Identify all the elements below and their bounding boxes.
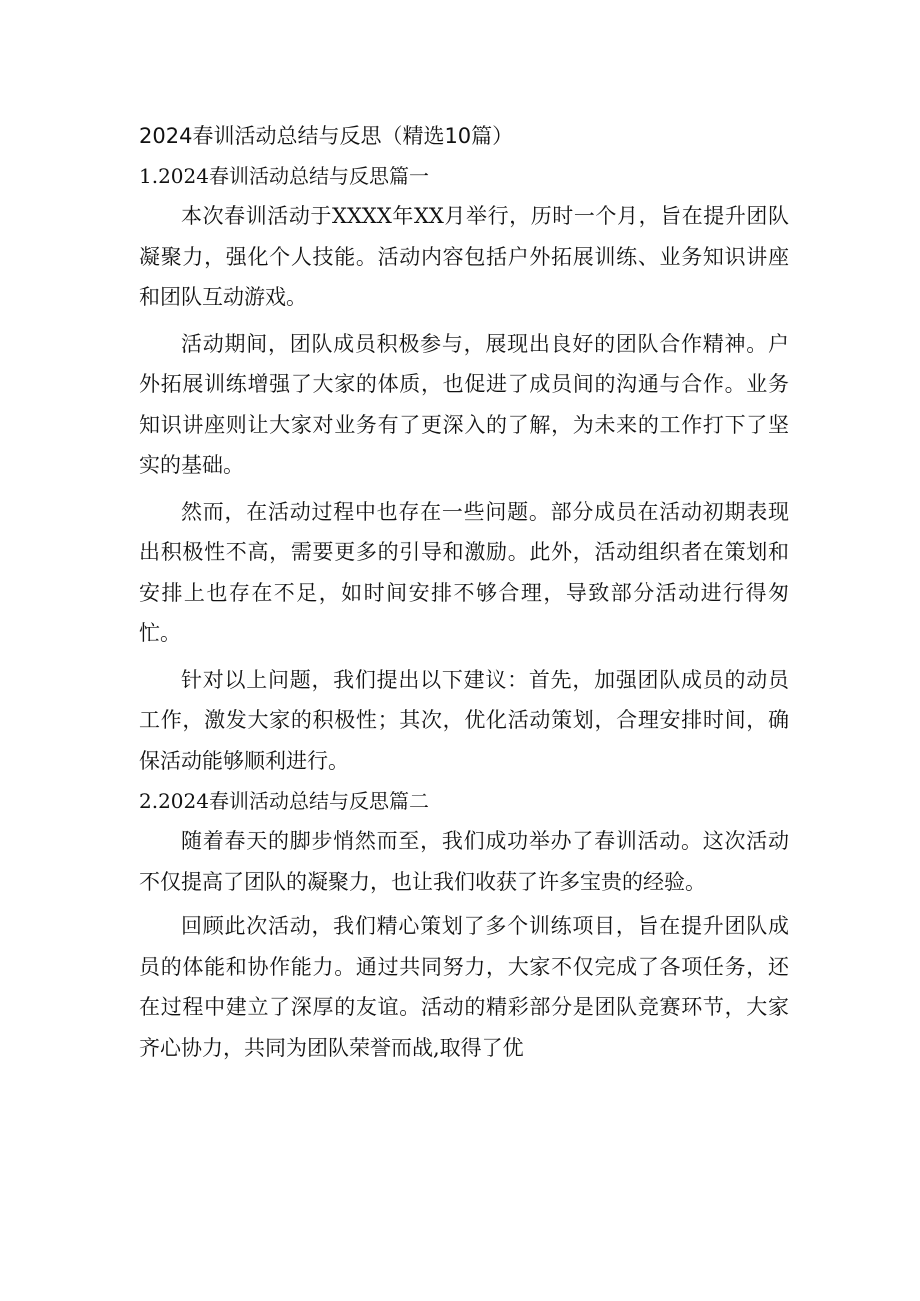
section-heading-2: 2.2024春训活动总结与反思篇二 <box>139 789 429 813</box>
paragraph: 然而，在活动过程中也存在一些问题。部分成员在活动初期表现出积极性不高，需要更多的引导和激励。此外，活动组织者在策划和安排上也存在不足，如时间安排不够合理，导致部分活动进行得匆忙。 <box>139 499 789 645</box>
section-heading-1: 1.2024春训活动总结与反思篇一 <box>139 164 429 188</box>
paragraph: 本次春训活动于XXXX年XX月举行，历时一个月，旨在提升团队凝聚力，强化个人技能。活动内容包括户外拓展训练、业务知识讲座和团队互动游戏。 <box>139 204 789 309</box>
paragraph: 随着春天的脚步悄然而至，我们成功举办了春训活动。这次活动不仅提高了团队的凝聚力，也让我们收获了许多宝贵的经验。 <box>139 829 789 894</box>
paragraph: 回顾此次活动，我们精心策划了多个训练项目，旨在提升团队成员的体能和协作能力。通过共同努力，大家不仅完成了各项任务，还在过程中建立了深厚的友谊。活动的精彩部分是团队竞赛环节，大家齐心协力，共同为团队荣誉而战,取得了优 <box>139 914 789 1060</box>
paragraph: 活动期间，团队成员积极参与，展现出良好的团队合作精神。户外拓展训练增强了大家的体质，也促进了成员间的沟通与合作。业务知识讲座则让大家对业务有了更深入的了解，为未来的工作打下了坚实的基础。 <box>139 331 789 477</box>
document-title: 2024春训活动总结与反思（精选10篇） <box>139 124 514 148</box>
paragraph: 针对以上问题，我们提出以下建议：首先，加强团队成员的动员工作，激发大家的积极性；其次，优化活动策划，合理安排时间，确保活动能够顺利进行。 <box>139 667 789 773</box>
document-body <box>139 116 789 1068</box>
